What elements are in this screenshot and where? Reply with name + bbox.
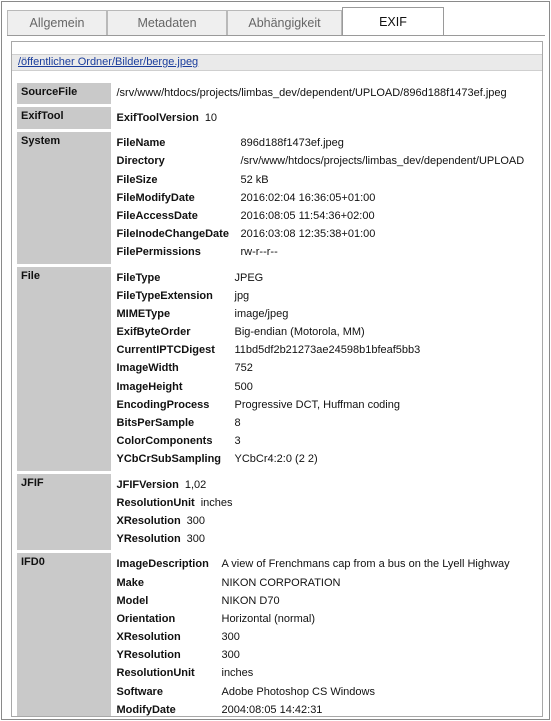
path-link[interactable]: /öffentlicher Ordner/Bilder/berge.jpeg xyxy=(18,56,199,68)
exif-key: YResolution xyxy=(116,649,181,662)
exif-value: 8 xyxy=(234,417,241,429)
exif-row xyxy=(117,555,544,573)
exif-row xyxy=(117,171,544,189)
exif-row xyxy=(117,450,544,468)
exif-row xyxy=(117,628,544,646)
exif-key: FileModifyDate xyxy=(116,191,195,204)
exif-value: rw-r--r-- xyxy=(240,246,278,259)
exif-table xyxy=(17,80,543,717)
exif-row xyxy=(117,189,544,207)
exif-key: FileSize xyxy=(116,173,158,186)
exif-row xyxy=(117,305,544,323)
group-values xyxy=(112,82,543,106)
exif-value: 300 xyxy=(186,514,206,527)
group-header: IFD0 xyxy=(17,552,112,717)
exif-group-jfif xyxy=(17,472,543,552)
exif-key: ExifToolVersion xyxy=(116,112,199,124)
group-values xyxy=(112,265,543,472)
exif-row xyxy=(117,134,544,152)
exif-key: Model xyxy=(116,594,149,607)
group-header: System xyxy=(17,131,112,265)
exif-row xyxy=(117,243,544,261)
exif-value: 300 xyxy=(221,631,240,644)
exif-value: NIKON CORPORATION xyxy=(221,576,341,589)
exif-row xyxy=(117,287,544,305)
exif-key: FilePermissions xyxy=(116,246,201,259)
exif-group-ifd0 xyxy=(17,552,543,717)
exif-key: Software xyxy=(116,685,163,698)
exif-row xyxy=(117,512,544,530)
exif-value: 11bd5df2b21273ae24598b1bfeaf5bb3 xyxy=(234,344,421,357)
exif-value: inches xyxy=(200,496,233,509)
exif-value: 2016:03:08 12:35:38+01:00 xyxy=(240,228,376,241)
exif-value: image/jpeg xyxy=(234,307,289,320)
exif-key: Make xyxy=(116,576,145,589)
exif-row xyxy=(117,432,544,450)
exif-value: 1,02 xyxy=(184,478,207,491)
exif-group-system xyxy=(17,131,543,265)
exif-value: YCbCr4:2:0 (2 2) xyxy=(234,453,318,466)
exif-key: YResolution xyxy=(116,533,181,546)
group-header: ExifTool xyxy=(17,106,112,131)
exif-group-file xyxy=(17,265,543,472)
exif-value: Progressive DCT, Huffman coding xyxy=(234,398,400,411)
exif-key: BitsPerSample xyxy=(116,417,195,429)
exif-value: 300 xyxy=(221,649,240,662)
exif-row xyxy=(117,476,544,494)
exif-row xyxy=(117,396,544,414)
exif-row xyxy=(117,646,544,664)
exif-row xyxy=(117,359,544,377)
exif-key: EncodingProcess xyxy=(116,398,210,411)
exif-row xyxy=(117,610,544,628)
exif-value: 52 kB xyxy=(240,173,269,186)
exif-key: Directory xyxy=(116,155,165,168)
exif-key: FileInodeChangeDate xyxy=(116,228,229,241)
exif-value: 10 xyxy=(204,112,218,124)
exif-row xyxy=(117,683,544,701)
group-values xyxy=(112,131,543,265)
exif-value: 500 xyxy=(234,380,253,393)
group-values xyxy=(112,552,543,717)
exif-key: XResolution xyxy=(116,631,181,644)
exif-value: 3 xyxy=(234,435,241,448)
exif-value: A view of Frenchmans cap from a bus on the Lyell Highway xyxy=(221,558,510,571)
exif-value: 2004:08:05 14:42:31 xyxy=(221,703,323,716)
exif-panel xyxy=(11,41,543,717)
exif-value: NIKON D70 xyxy=(221,594,280,607)
exif-key: ImageDescription xyxy=(116,558,209,571)
exif-key: ColorComponents xyxy=(116,435,213,448)
exif-key: Orientation xyxy=(116,612,176,625)
exif-value: Adobe Photoshop CS Windows xyxy=(221,685,375,698)
exif-key: FileType xyxy=(116,271,161,284)
exif-value: /srv/www/htdocs/projects/limbas_dev/dependent/UPLOAD xyxy=(240,155,525,168)
exif-key: ImageWidth xyxy=(116,362,179,375)
exif-key: MIMEType xyxy=(116,307,171,320)
tab-bar xyxy=(7,7,547,36)
exif-key: FileName xyxy=(116,137,166,150)
exif-row xyxy=(117,225,544,243)
exif-row xyxy=(117,378,544,396)
group-header: SourceFile xyxy=(17,82,112,106)
exif-row xyxy=(117,323,544,341)
exif-value: JPEG xyxy=(234,271,264,284)
breadcrumb xyxy=(12,54,542,71)
exif-row xyxy=(117,414,544,432)
group-values xyxy=(112,106,543,131)
exif-value: 2016:08:05 11:54:36+02:00 xyxy=(240,209,375,222)
exif-value: Horizontal (normal) xyxy=(221,612,316,625)
exif-group-sourcefile xyxy=(17,82,543,106)
exif-key: ExifByteOrder xyxy=(116,326,191,339)
exif-key: ResolutionUnit xyxy=(116,667,195,680)
exif-value: jpg xyxy=(234,289,250,302)
exif-key: ImageHeight xyxy=(116,380,183,393)
exif-row xyxy=(117,341,544,359)
tab-exif[interactable]: EXIF xyxy=(342,7,444,36)
exif-row xyxy=(117,207,544,225)
exif-row xyxy=(117,152,544,170)
exif-key: JFIFVersion xyxy=(116,478,179,491)
exif-key: FileAccessDate xyxy=(116,209,198,222)
exif-row xyxy=(117,592,544,610)
exif-row xyxy=(117,574,544,592)
exif-value: Big-endian (Motorola, MM) xyxy=(234,326,365,339)
exif-value: 2016:02:04 16:36:05+01:00 xyxy=(240,191,376,204)
exif-row xyxy=(117,530,544,548)
exif-row xyxy=(117,494,544,512)
exif-value: inches xyxy=(221,667,254,680)
exif-key: FileTypeExtension xyxy=(116,289,213,302)
exif-key: YCbCrSubSampling xyxy=(116,453,222,466)
tab-metadaten[interactable]: Metadaten xyxy=(107,10,227,36)
exif-row xyxy=(117,269,544,287)
exif-group-exiftool xyxy=(17,106,543,131)
exif-value: 300 xyxy=(186,533,206,546)
exif-dialog xyxy=(1,1,550,720)
exif-key: ResolutionUnit xyxy=(116,496,195,509)
group-header: JFIF xyxy=(17,472,112,552)
exif-row xyxy=(117,109,544,127)
group-header: File xyxy=(17,265,112,472)
exif-key: ModifyDate xyxy=(116,703,176,716)
exif-value: 896d188f1473ef.jpeg xyxy=(240,137,344,150)
tab-abhaengigkeit[interactable]: Abhängigkeit xyxy=(227,10,342,36)
exif-value: 752 xyxy=(234,362,253,375)
tab-allgemein[interactable]: Allgemein xyxy=(7,10,107,36)
exif-key: CurrentIPTCDigest xyxy=(116,344,215,357)
group-values xyxy=(112,472,543,552)
exif-row xyxy=(117,664,544,682)
exif-row xyxy=(117,701,544,717)
tab-divider xyxy=(7,35,545,36)
source-file-path: /srv/www/htdocs/projects/limbas_dev/dependent/UPLOAD/896d188f1473ef.jpeg xyxy=(116,87,507,99)
exif-key: XResolution xyxy=(116,514,181,527)
